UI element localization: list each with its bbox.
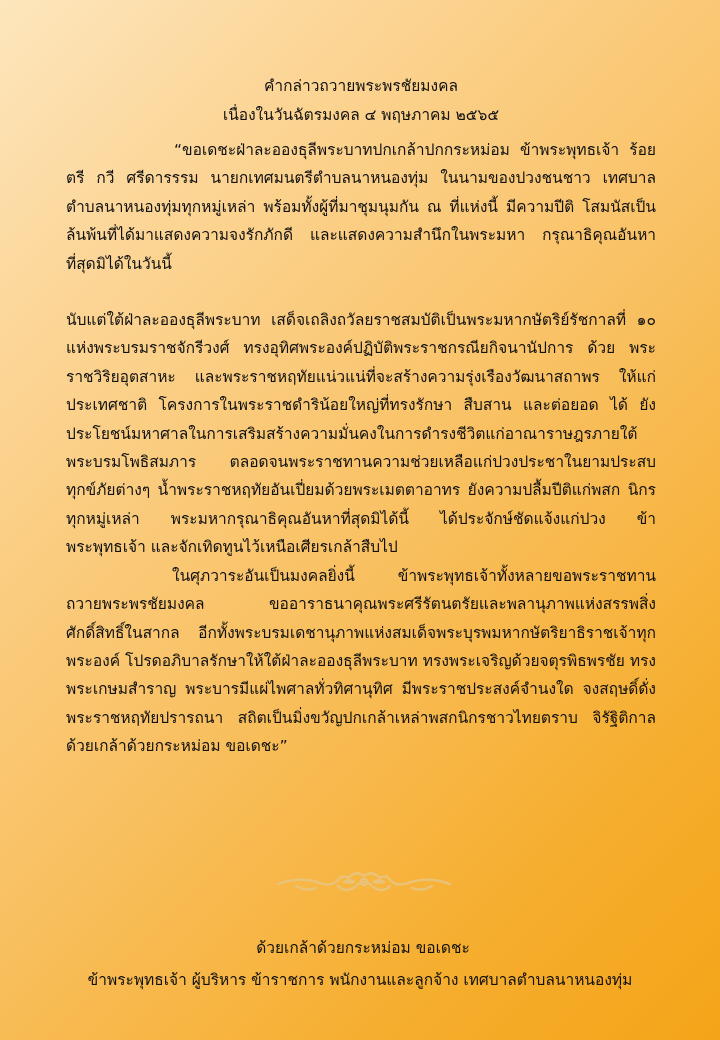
flourish-strokes (278, 873, 450, 890)
title-line-2: เนื่องในวันฉัตรมงคล ๔ พฤษภาคม ๒๕๖๕ (222, 106, 500, 124)
closing-signatories: ข้าพระพุทธเจ้า ผู้บริหาร ข้าราชการ พนักงานและลูกจ้าง เทศบาลตำบลนาหนองทุ่ม (87, 971, 633, 989)
paragraph-reign: นับแต่ใต้ฝ่าละอองธุลีพระบาท เสด็จเถลิงถวัลยราชสมบัติเป็นพระมหากษัตริย์รัชกาลที่ ๑๐ แห่งพระบรมราชจักรีวงศ์ ทรงอุทิศพระองค์ปฏิบัติพระราชกรณียกิจนานัปการ ด้วย พระราชวิริยอุตสาหะ และพระราชหฤทัยแน่วแน่ที่จะสร้างความรุ่งเรืองวัฒนาสถาพร ให้แก่ประเทศชาติ โครงการในพระราชดำริน้อยใหญ่ที่ทรงรักษา สืบสาน และต่อยอด ได้ ยังประโยชน์มหาศาลในการเสริมสร้างความมั่นคงในการดำรงชีวิตแก่อาณาราษฎรภายใต้ พระบรมโพธิสมภาร ตลอดจนพระราชทานความช่วยเหลือแก่ปวงประชาในยามประสบ ทุกข์ภัยต่างๆ น้ำพระราชหฤทัยอันเปี่ยมด้วยพระเมตตาอาทร ยังความปลื้มปีติแก่พสก นิกรทุกหมู่เหล่า พระมหากรุณาธิคุณอันหาที่สุดมิได้นี้ ได้ประจักษ์ชัดแจ้งแก่ปวง ข้าพระพุทธเจ้า และจักเทิดทูนไว้เหนือเศียรเกล้าสืบไป (66, 311, 656, 557)
closing-salutation: ด้วยเกล้าด้วยกระหม่อม ขอเดชะ (256, 939, 470, 957)
thai-flourish-divider-icon (276, 868, 452, 898)
document-body (66, 136, 656, 761)
paragraph-blessing: ในศุภวาระอันเป็นมงคลยิ่งนี้ ข้าพระพุทธเจ้าทั้งหลายขอพระราชทาน ถวายพระพรชัยมงคล ขออาราธนาคุณพระศรีรัตนตรัยและพลานุภาพแห่งสรรพสิ่ง ศักดิ์สิทธิ์ในสากล อีกทั้งพระบรมเดชานุภาพแห่งสมเด็จพระบุรพมหากษัตริยาธิราชเจ้าทุก พระองค์ โปรดอภิบาลรักษาให้ใต้ฝ่าละอองธุลีพระบาท ทรงพระเจริญด้วยจตุรพิธพรชัย ทรงพระเกษมสำราญ พระบารมีแผ่ไพศาลทั่วทิศานุทิศ มีพระราชประสงค์จำนงใด จงสฤษดิ์ดั่งพระราชหฤทัยปรารถนา สถิตเป็นมิ่งขวัญปกเกล้าเหล่าพสกนิกรชาวไทยตราบ จิรัฐิติกาล ด้วยเกล้าด้วยกระหม่อม ขอเดชะ” (66, 566, 656, 756)
document-header (66, 72, 656, 130)
document-closing (0, 932, 720, 996)
paragraph-opening: “ขอเดชะฝ่าละอองธุลีพระบาทปกเกล้าปกกระหม่อม ข้าพระพุทธเจ้า ร้อยตรี กวี ศรีดารรรม นายกเทศมนตรีตำบลนาหนองทุ่ม ในนามของปวงชนชาว เทศบาลตำบลนาหนองทุ่มทุกหมู่เหล่า พร้อมทั้งผู้ที่มาชุมนุมกัน ณ ที่แห่งนี้ มีความปีติ โสมนัสเป็นล้นพ้นที่ได้มาแสดงความจงรักภักดี และแสดงความสำนึกในพระมหา กรุณาธิคุณอันหาที่สุดมิได้ในวันนี้ (66, 141, 656, 273)
title-line-1: คำกล่าวถวายพระพรชัยมงคล (264, 77, 458, 95)
